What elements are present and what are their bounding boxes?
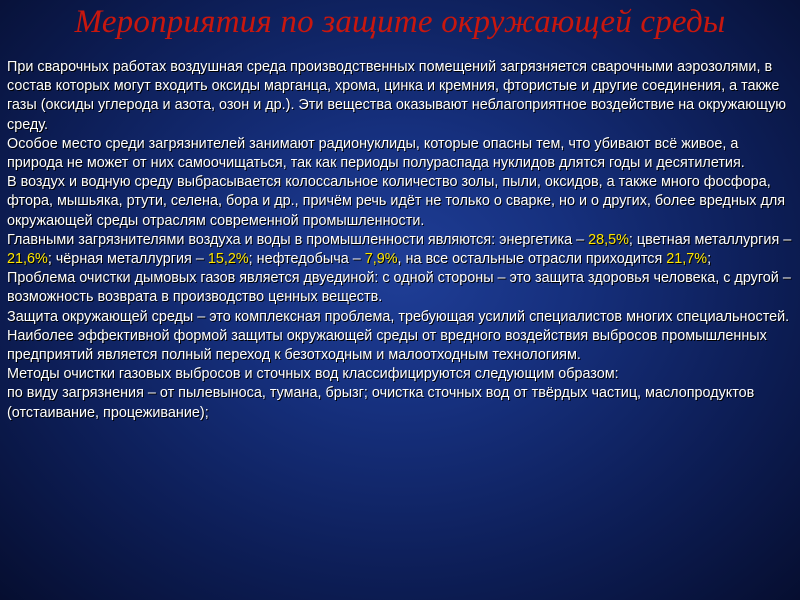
paragraph-cleaning-methods: Методы очистки газовых выбросов и сточных вод классифицируются следующим образом: — [7, 366, 619, 383]
ferrous-metallurgy-percentage: 15,2% — [207, 251, 249, 268]
paragraph-pollution-types: по виду загрязнения – от пылевыноса, тумана, брызг; очистка сточных вод от твёрдых частиц, маслопродуктов (отстаивание, процеживание); — [7, 385, 755, 421]
oil-production-percentage: 7,9% — [364, 251, 398, 268]
polluters-sep-3: ; нефтедобыча – — [248, 251, 365, 268]
other-industries-percentage: 21,7% — [666, 251, 708, 268]
paragraph-radionuclides: Особое место среди загрязнителей занимают радионуклиды, которые опасны тем, что убивают всё живое, а природа не может от них самоочищаться, так как периоды полураспада нуклидов длятся годы и десятилетия. — [7, 135, 745, 172]
polluters-sep-2: ; чёрная металлургия – — [47, 251, 208, 268]
paragraph-emissions: В воздух и водную среду выбрасывается колоссальное количество золы, пыли, оксидов, а также много фосфора, фтора, мышьяка, ртути, селена, бора и др., причём речь идёт не только о сварке, но и о других, более вредных для окружающей среды отраслям современной промышленности. — [7, 174, 786, 229]
slide-body — [7, 58, 795, 423]
paragraph-main-polluters — [7, 231, 795, 269]
nonferrous-metallurgy-percentage: 21,6% — [7, 251, 48, 268]
polluters-intro: Главными загрязнителями воздуха и воды в промышленности являются: энергетика – — [7, 231, 589, 248]
polluters-sep-1: ; цветная металлургия – — [628, 231, 792, 248]
polluters-sep-4: , на все остальные отрасли приходится — [397, 251, 667, 268]
paragraph-flue-gas-problem: Проблема очистки дымовых газов является двуединой: с одной стороны – это защита здоровья человека, с другой – возможность возврата в производство ценных веществ. — [7, 270, 791, 306]
slide-title: Мероприятия по защите окружающей среды — [74, 4, 726, 40]
polluters-tail: ; — [707, 251, 712, 268]
paragraph-environment-protection: Защита окружающей среды – это комплексная проблема, требующая усилий специалистов многих специальностей. Наиболее эффективной формой защиты окружающей среды от вредного воздействия выбросов промышленных предприятий является полный переход к безотходным и малоотходным технологиям. — [7, 308, 790, 364]
energy-percentage: 28,5% — [588, 231, 629, 248]
paragraph-welding-aerosols: При сварочных работах воздушная среда производственных помещений загрязняется сварочными аэрозолями, в состав которых могут входить оксиды марганца, хрома, цинка и кремния, фтористые и другие соединения, а также газы (оксиды углерода и азота, озон и др.). Эти вещества оказывают неблагоприятное воздействие на окружающую среду. — [7, 59, 787, 133]
